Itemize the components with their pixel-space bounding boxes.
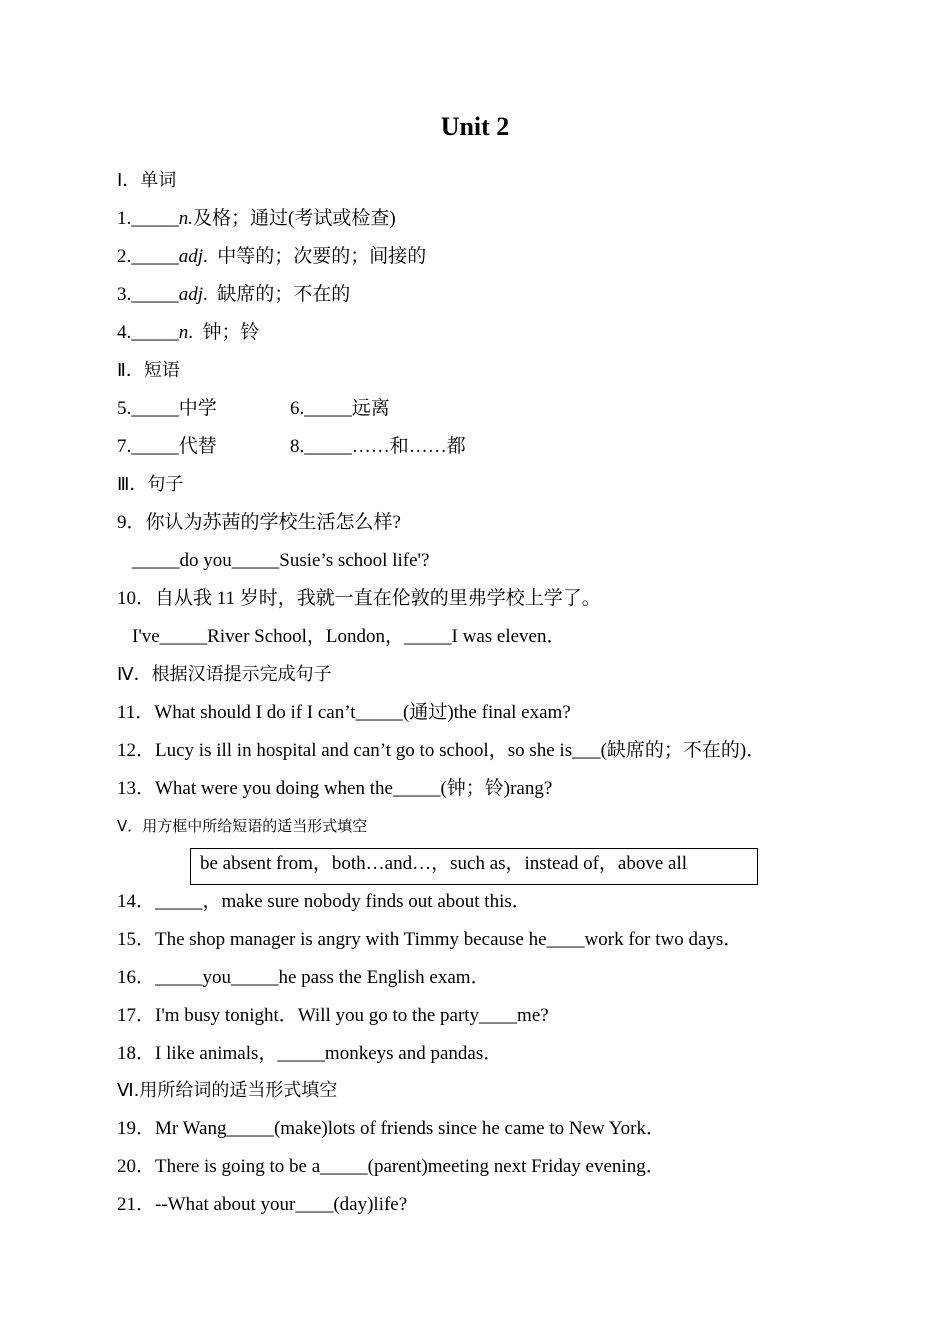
question-18: 18．I like animals，_____monkeys and pandas． (117, 1043, 503, 1064)
answer-blank[interactable]: _____ (131, 246, 179, 267)
phrase-box-text: be absent from，both…and…，such as，instead of，above all (200, 853, 688, 874)
question-16: 16．_____you_____he pass the English exam． (117, 967, 490, 988)
page-title: Unit 2 (440, 112, 510, 141)
part-of-speech: adj (178, 284, 204, 305)
question-14: 14．_____，make sure nobody finds out about this． (117, 891, 531, 912)
question-10-fill: I've_____River School，London，_____I was eleven． (132, 626, 566, 647)
question-19: 19．Mr Wang_____(make)lots of friends since he came to New York． (117, 1118, 665, 1139)
part-of-speech: n. (178, 208, 193, 229)
question-13: 13．What were you doing when the_____(钟；铃)rang? (117, 778, 553, 799)
item-number: 3. (117, 284, 132, 305)
answer-blank[interactable]: _____ (131, 284, 179, 305)
part-of-speech: n (178, 322, 189, 343)
phrase-item-8: 8._____……和……都 (290, 436, 466, 457)
section-heading-words: Ⅰ．单词 (117, 170, 177, 191)
question-9-fill: _____do you_____Susie’s school life'? (132, 550, 430, 571)
word-meaning: 及格；通过(考试或检查) (193, 208, 396, 229)
question-10: 10．自从我 11 岁时，我就一直在伦敦的里弗学校上学了。 (117, 588, 601, 609)
item-number: 2. (117, 246, 132, 267)
section-heading-box-fill: V．用方框中所给短语的适当形式填空 (117, 817, 368, 835)
word-meaning: . 缺席的；不在的 (203, 284, 351, 305)
section-heading-sentences: Ⅲ．句子 (117, 474, 184, 495)
section-heading-word-forms: Ⅵ.用所给词的适当形式填空 (117, 1080, 338, 1101)
item-number: 1. (117, 208, 132, 229)
phrase-item-7: 7._____代替 (117, 436, 217, 457)
section-heading-complete: Ⅳ．根据汉语提示完成句子 (117, 664, 332, 685)
phrase-item-5: 5._____中学 (117, 398, 217, 419)
word-item-2 (117, 246, 426, 268)
question-9: 9．你认为苏茜的学校生活怎么样? (117, 512, 401, 533)
question-20: 20．There is going to be a_____(parent)meeting next Friday evening． (117, 1156, 665, 1177)
section-heading-phrases: Ⅱ．短语 (117, 360, 180, 381)
word-item-3 (117, 284, 350, 306)
word-meaning: . 中等的；次要的；间接的 (203, 246, 427, 267)
question-12: 12．Lucy is ill in hospital and can’t go to school，so she is___(缺席的；不在的)． (117, 740, 766, 761)
phrase-item-6: 6._____远离 (290, 398, 390, 419)
word-meaning: . 钟；铃 (188, 322, 260, 343)
question-15: 15．The shop manager is angry with Timmy because he____work for two days． (117, 929, 743, 950)
word-item-4 (117, 322, 260, 344)
word-item-1 (117, 208, 396, 230)
answer-blank[interactable]: _____ (131, 322, 179, 343)
part-of-speech: adj (178, 246, 204, 267)
question-21: 21．--What about your____(day)life? (117, 1194, 408, 1215)
answer-blank[interactable]: _____ (131, 208, 179, 229)
item-number: 4. (117, 322, 132, 343)
question-11: 11．What should I do if I can’t_____(通过)the final exam? (117, 702, 571, 723)
question-17: 17．I'm busy tonight．Will you go to the party____me? (117, 1005, 549, 1026)
phrase-box (190, 848, 758, 885)
